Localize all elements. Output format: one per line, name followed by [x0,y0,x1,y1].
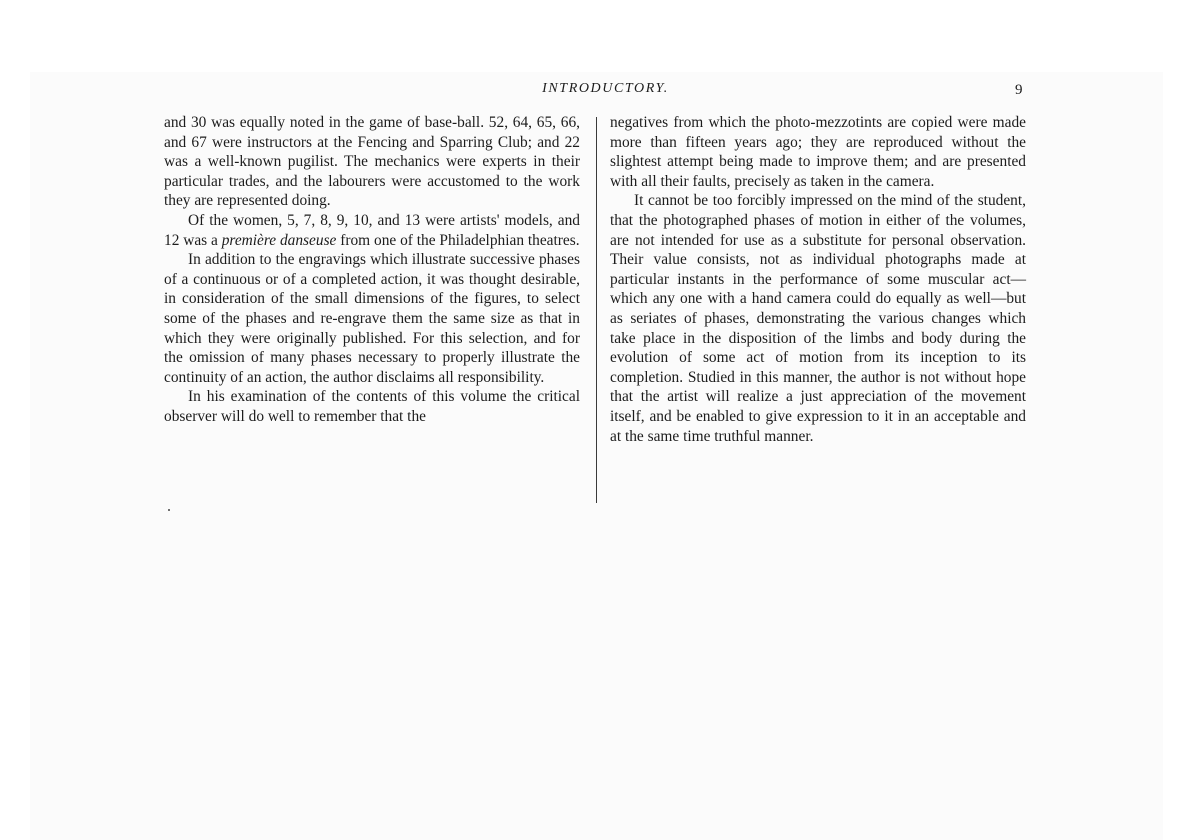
ink-speck [168,509,170,511]
left-column [164,113,580,427]
right-column [610,113,1026,446]
right-paragraph-1: negatives from which the photo-mezzotints are copied were made more than fifteen years ago; they are reproduced without the slightest attempt being made to improve them; and are presented with all their faults, precisely as taken in the camera. [610,114,1026,190]
left-paragraph-2-text-b: from one of the Philadelphian theatres. [336,231,580,249]
left-paragraph-2 [164,211,580,250]
page-number: 9 [1015,82,1023,98]
running-title: INTRODUCTORY. [542,81,669,96]
left-paragraph-4: In his examination of the contents of this volume the critical observer will do well to remember that the [164,388,580,425]
left-paragraph-3: In addition to the engravings which illustrate successive phases of a continuous or of a completed action, it was thought desirable, in consideration of the small dimensions of the figures, to select some of the phases and re-engrave them the same size as that in which they were originally published. For this selection, and for the omission of many phases necessary to properly illustrate the continuity of an action, the author disclaims all responsibility. [164,251,580,386]
left-paragraph-1: and 30 was equally noted in the game of base-ball. 52, 64, 65, 66, and 67 were instructors at the Fencing and Sparring Club; and 22 was a well-known pugilist. The mechanics were experts in their particular trades, and the labourers were accustomed to the work they are represented doing. [164,114,580,210]
left-paragraph-2-italic: première danseuse [221,231,337,249]
column-divider [596,117,597,503]
right-paragraph-2: It cannot be too forcibly impressed on the mind of the student, that the photographed phases of motion in either of the volumes, are not intended for use as a substitute for personal observation. Their value consists, not as individual photographs made at particular instants in the performance of some muscular act—which any one with a hand camera could do equally as well—but as seriates of phases, demonstrating the various changes which take place in the disposition of the limbs and body during the evolution of some act of motion from its inception to its completion. Studied in this manner, the author is not without hope that the artist will realize a just appreciation of the movement itself, and be enabled to give expression to it in an acceptable and at the same time truthful manner. [610,192,1026,445]
left-paragraph-2-text-a: Of the women, 5, 7, 8, 9, 10, and 13 were artists' models, and 12 was a [164,211,580,249]
